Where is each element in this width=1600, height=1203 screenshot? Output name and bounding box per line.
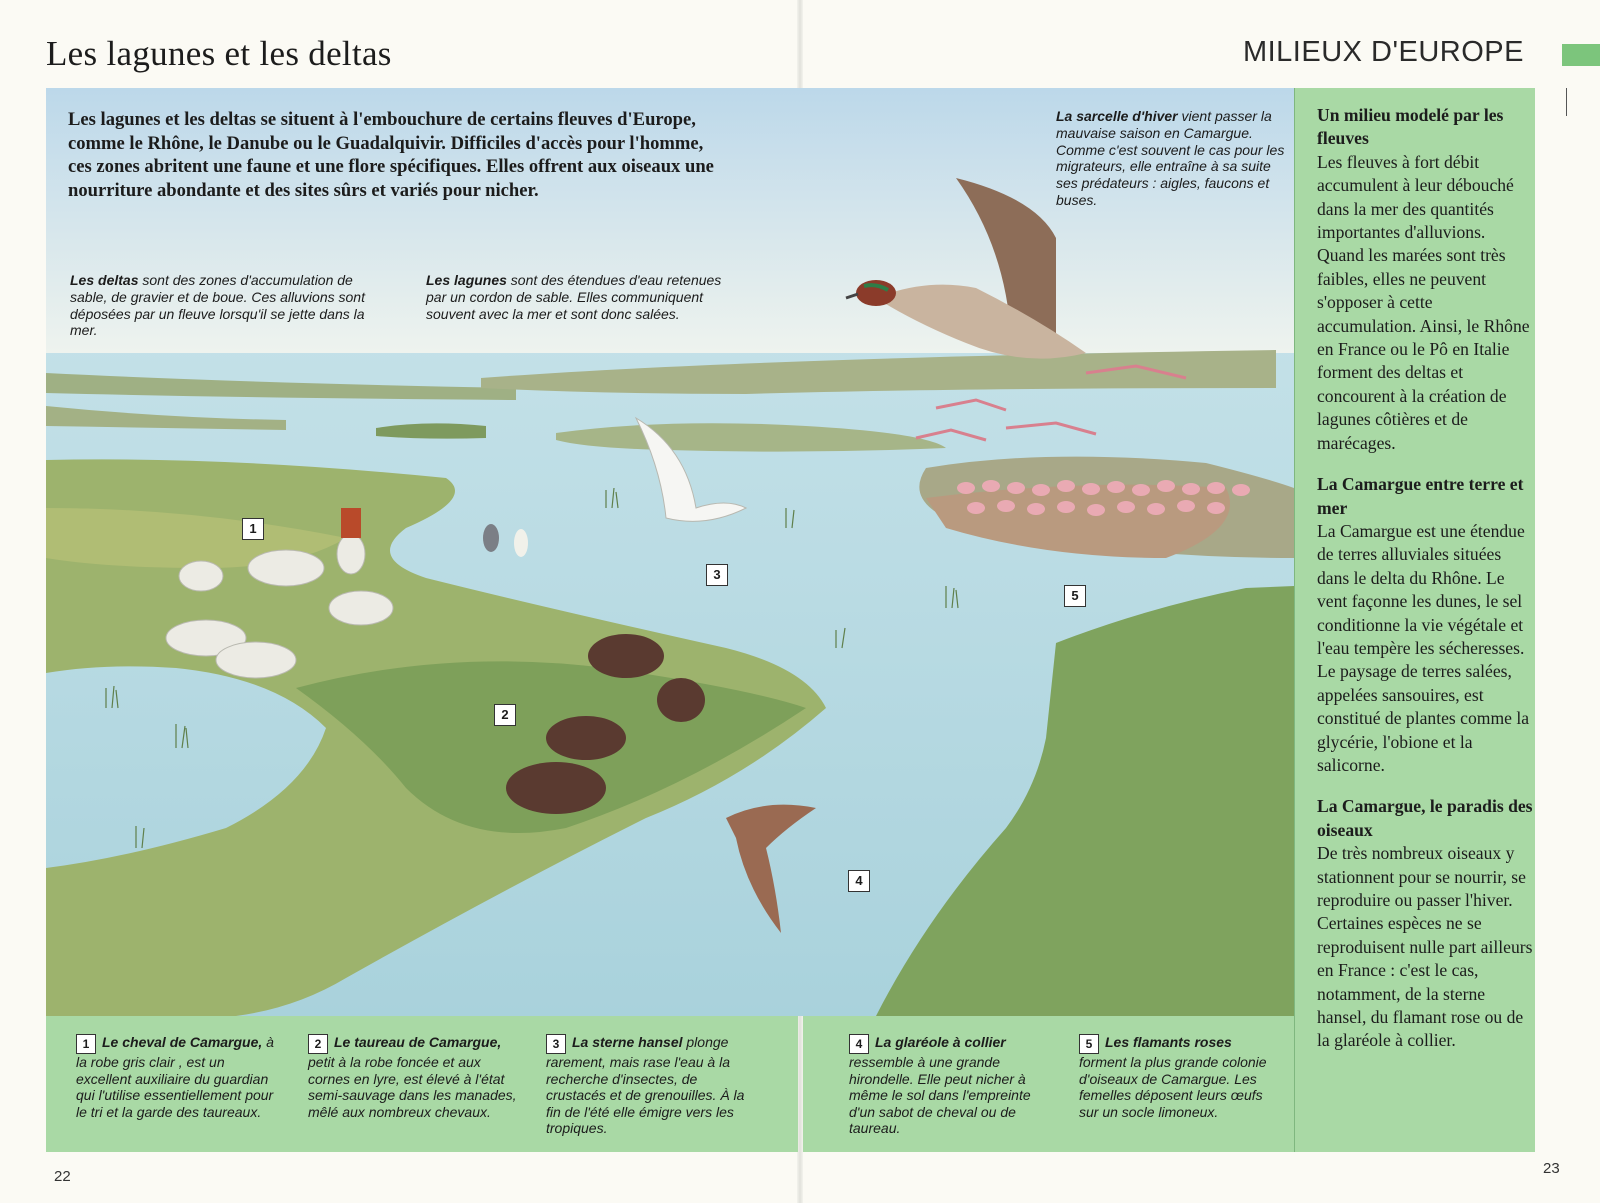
legend-number: 3 <box>546 1034 566 1054</box>
legend-text: plonge rarement, mais rase l'eau à la recherche d'insectes, de crustacés et de grenouilles. À la fin de l'été elle émigre vers les tropiques. <box>546 1034 745 1137</box>
sidebar-section-title: Un milieu modelé par les fleuves <box>1317 105 1504 149</box>
section-header: MILIEUX D'EUROPE <box>1242 36 1524 68</box>
deltas-caption <box>70 272 380 339</box>
sarcelle-term: La sarcelle d'hiver <box>1056 108 1178 124</box>
intro-paragraph: Les lagunes et les deltas se situent à l'embouchure de certains fleuves d'Europe, comme le Rhône, le Danube ou le Guadalquivir. Difficiles d'accès pour l'homme, ces zones abritent une faune et une flore spécifiques. Elles offrent aux oiseaux une nourriture abondante et des sites sûrs et variés pour nicher. <box>68 109 714 201</box>
sidebar-section-title: La Camargue entre terre et mer <box>1317 474 1524 518</box>
legend-panel-right <box>803 1016 1294 1152</box>
marker-3: 3 <box>706 564 728 586</box>
sarcelle-caption <box>1056 108 1288 209</box>
page-title: Les lagunes et les deltas <box>46 34 392 73</box>
legend-title: La sterne hansel <box>572 1034 683 1050</box>
legend-panel-left <box>46 1016 798 1152</box>
sidebar-section <box>1317 795 1535 1052</box>
sarcelle-text: vient passer la mauvaise saison en Camargue. Comme c'est souvent le cas pour les migrateurs, elle entraîne à sa suite ses prédateurs : aigles, faucons et buses. <box>1056 108 1285 208</box>
marker-2: 2 <box>494 704 516 726</box>
marker-4: 4 <box>848 870 870 892</box>
sidebar-section-text: De très nombreux oiseaux y stationnent pour se nourrir, se reproduire ou passer l'hiver. Certaines espèces ne se reproduisent nulle part ailleurs en France : c'est le cas, notamment, de la sterne hansel, du flamant rose ou de la glaréole à collier. <box>1317 843 1533 1051</box>
rider-figure <box>341 508 361 538</box>
legend-title: La glaréole à collier <box>875 1034 1006 1050</box>
legend-text: à la robe gris clair , est un excellent auxiliaire du guardian qui l'utilise essentiellement pour le tri et la garde des taureaux. <box>76 1034 274 1120</box>
sidebar-section-text: Les fleuves à fort débit accumulent à leur débouché dans la mer des quantités importantes d'alluvions. Quand les marées sont très faibles, elles ne peuvent s'opposer à cette accumulation. Ainsi, le Rhône en France ou le Pô en Italie forment des deltas et concourent à la création de lagunes côtières et de marécages. <box>1317 151 1530 453</box>
sidebar-panel <box>1294 88 1535 1152</box>
legend-text: forment la plus grande colonie d'oiseaux de Camargue. Les femelles déposent leurs œufs sur un socle limoneux. <box>1079 1054 1267 1120</box>
lagunes-text: sont des étendues d'eau retenues par un cordon de sable. Elles communiquent souvent avec la mer et sont donc salées. <box>426 272 722 322</box>
legend-number: 2 <box>308 1034 328 1054</box>
wetland-illustration <box>46 88 1294 1016</box>
sidebar-section <box>1317 104 1535 455</box>
marker-5: 5 <box>1064 585 1086 607</box>
sidebar-section-text: La Camargue est une étendue de terres alluviales situées dans le delta du Rhône. Le vent façonne les dunes, le sel conditionne la vie végétale et l'eau tempère les sécheresses. Le paysage de terres salées, appelées sansouires, est constitué de plantes comme la glycérie, l'obione et la salicorne. <box>1317 520 1530 775</box>
page-number-left: 22 <box>54 1168 71 1185</box>
margin-rule <box>1566 88 1567 116</box>
deltas-text: sont des zones d'accumulation de sable, de gravier et de boue. Ces alluvions sont déposées par un fleuve lorsqu'il se jette dans la mer. <box>70 272 365 339</box>
legend-title: Les flamants roses <box>1105 1034 1232 1050</box>
legend-text: petit à la robe foncée et aux cornes en lyre, est élevé à l'état semi-sauvage dans les manades, mêlé aux nombreux chevaux. <box>308 1054 517 1120</box>
legend-item <box>76 1034 281 1120</box>
section-accent-bar <box>1562 44 1600 66</box>
legend-number: 4 <box>849 1034 869 1054</box>
legend-number: 1 <box>76 1034 96 1054</box>
sidebar-section <box>1317 473 1535 777</box>
legend-number: 5 <box>1079 1034 1099 1054</box>
lagunes-term: Les lagunes <box>426 272 507 288</box>
page-number-right: 23 <box>1543 1160 1560 1177</box>
legend-title: Le cheval de Camargue, <box>102 1034 263 1050</box>
legend-item <box>849 1034 1054 1137</box>
legend-item <box>546 1034 760 1137</box>
sidebar-section-title: La Camargue, le paradis des oiseaux <box>1317 796 1533 840</box>
deltas-term: Les deltas <box>70 272 139 288</box>
legend-item <box>308 1034 520 1120</box>
marker-1: 1 <box>242 518 264 540</box>
lagunes-caption <box>426 272 736 322</box>
legend-item <box>1079 1034 1279 1120</box>
legend-text: ressemble à une grande hirondelle. Elle peut nicher à même le sol dans l'empreinte d'un sabot de cheval ou de taureau. <box>849 1054 1031 1137</box>
landscape-painting <box>46 88 1294 1016</box>
legend-title: Le taureau de Camargue, <box>334 1034 502 1050</box>
